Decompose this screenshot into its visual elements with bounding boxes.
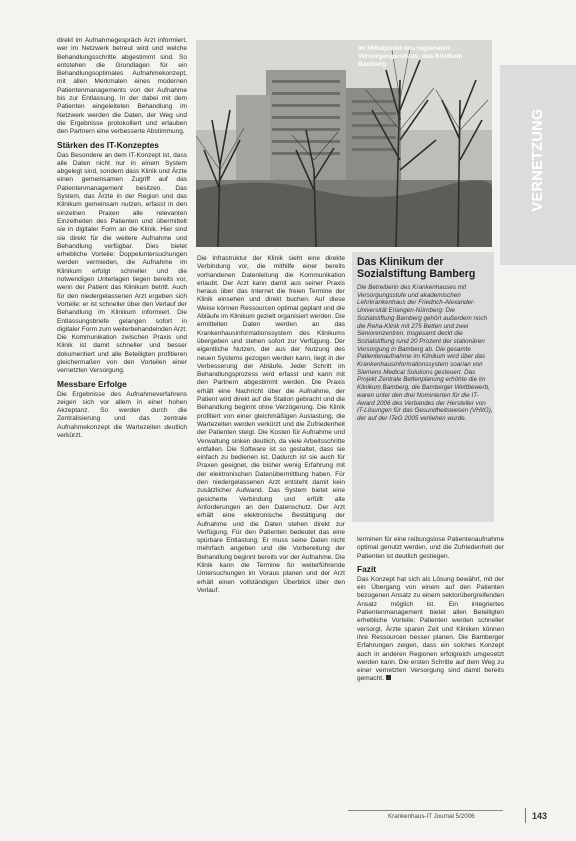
end-mark-icon — [386, 675, 391, 680]
paragraph: direkt im Aufnahmegespräch Arzt informiert, wer im Netzwerk betreut wird und welche Behandlungsschritte abgestimmt sind. So entstehen die Grundlagen für ein Behandlungsoptimales Aufnahmekonzept, mit allen Merkmalen eines modernen Patientenmanagements von der Aufnahme bis zur Entlassung. In der dabei mit dem Patienten eingeleiteten Behandlung im Netzwerk werden die Daten, der Weg und die Ergebnisse protokolliert und erlauben den Partnern eine verbesserte Abstimmung. — [57, 37, 187, 136]
section-heading: Messbare Erfolge — [57, 378, 127, 389]
paragraph: terminen für eine reibungslose Patientenaufnahme optimal genutzt werden, und die Zufriedenheit der Patienten ist deutlich gestiegen. — [357, 536, 504, 560]
paragraph: Die Infrastruktur der Klinik sieht eine direkte Verbindung vor, die mithilfe einer bereits vorhandenen Datenleitung die Kommunikation erlaubt. Der Arzt kann damit aus seiner Praxis heraus über das Internet die freien Termine der Klinik einsehen und direkt buchen. Auf diese Weise können Ressourcen optimal geplant und die Abläufe im Klinikum gezielt organisiert werden. Die ermittelten Daten werden an das Krankenhausinformationssystem des Klinikums übergeben und stehen sofort zur Verfügung. Der eigentliche Nutzen, der aus der Nutzung des neuen Systems gezogen werden kann, liegt in der Verbesserung der Abläufe. Jeder Schritt im Behandlungsprozess wird erfasst und kann mit den Partnern abgestimmt werden. Die Praxis erhält eine Nachricht über die Aufnahme, der Patient wird direkt auf die Station gebracht und die Behandlung beginnt ohne Verzögerung. Die Klinik profitiert von einer gleichmäßigen Auslastung, die Wartezeiten werden verkürzt und die Zufriedenheit der Patienten steigt. Die Kosten für Aufnahme und Verwaltung sinken deutlich, da viele Arbeitsschritte entfallen. Die Software ist so gestaltet, dass sie einfach zu bedienen ist. Dadurch ist sie auch für Praxen geeignet, die bisher wenig Erfahrung mit der elektronischen Datenübermittlung haben. Für den niedergelassenen Arzt entsteht damit kein zusätzlicher Aufwand. Das System bietet eine gesicherte Verbindung und erfüllt alle Anforderungen an den Datenschutz. Der Arzt erhält eine elektronische Bestätigung der Aufnahme und die Daten stehen direkt zur Verfügung. Für den Patienten bedeutet das eine spürbare Entlastung: Er muss seine Daten nicht mehrfach angeben und die Vorbereitung der Behandlung beginnt bereits vor der Aufnahme. Die Klinik kann die Termine für weiterführende Untersuchungen im Voraus planen und der Arzt erhält einen vollständigen Überblick über den Verlauf. — [197, 255, 345, 594]
section-heading: Fazit — [357, 563, 377, 574]
section-heading: Stärken des IT-Konzeptes — [57, 139, 159, 150]
footer-separator — [525, 808, 526, 823]
paragraph: Das Besondere an dem IT-Konzept ist, dass alle Daten nicht nur in einem System abgelegt sind, sondern dass Klinik und Ärzte einen gemeinsamen Zugriff auf das Patientenmanagement besitzen. Das System, das Ärzte in der Region und das Klinikum gemeinsam nutzen, erfasst in den einzelnen Praxen alle relevanten Einzelheiten des Patienten und übermittelt sie in digitaler Form an die Klinik. Hier sind sie direkt für die weitere Aufnahme und Behandlung verfügbar. Dies bietet erhebliche Vorteile: Doppeluntersuchungen werden vermieden, die Aufnahme im Klinikum erfolgt schneller und die notwendigen Unterlagen liegen bereits vor, wenn der Patient das Klinikum betritt. Auch für den niedergelassenen Arzt ergeben sich Vorteile: er ist schneller über den Verlauf der Behandlung im Klinikum informiert. Die Entlassungsbriefe gelangen sofort in digitaler Form zum weiterbehandelnden Arzt. Die Kommunikation zwischen Praxis und Klinik ist damit schneller und besser dokumentiert und alle Beteiligten profitieren gleichermaßen von den Vorteilen einer vernetzten Versorgung. — [57, 151, 187, 375]
photo-caption: Im Mittelpunkt des regionalen Versorgungsnetzes: das Klinikum Bamberg — [358, 45, 463, 68]
section-label: VERNETZUNG — [530, 108, 546, 212]
text-column-2 — [197, 255, 345, 595]
paragraph: Die Ergebnisse des Aufnahmeverfahrens zeigen sich vor allem in einer hohen Akzeptanz. So werden durch die Zentralisierung und das zentrale Aufnahmekonzept die Wartezeiten deutlich verkürzt. — [57, 390, 187, 440]
fazit-text: Das Konzept hat sich als Lösung bewährt, mit der ein Übergang von einem auf den Patienten bezogenen Ansatz zu einem sektorübergreifenden Ansatz möglich ist. Ein integriertes Patientenmanagement bietet allen Beteiligten erhebliche Vorteile: Patienten werden schneller versorgt, Ärzte sparen Zeit und Kliniken können ihre Ressourcen besser planen. Die Bamberger Erfahrungen zeigen, dass ein solches Konzept auch in anderen Regionen erfolgreich umgesetzt werden kann. Die ersten Schritte auf dem Weg zu einer vernetzten Versorgung sind damit bereits gemacht. — [357, 575, 504, 683]
text-column-1 — [57, 37, 187, 440]
page-number: 143 — [532, 811, 548, 821]
text-column-3 — [357, 536, 504, 684]
footer-publication: Krankenhaus-IT Journal 5/2006 — [388, 813, 475, 820]
info-box-title: Das Klinikum der Sozialstiftung Bamberg — [357, 256, 476, 280]
hospital-photo-illustration — [196, 40, 492, 247]
info-box-text: Die Betreiberin des Krankenhauses mit Versorgungsstufe und akademischen Lehrkrankenhaus der Friedrich-Alexander-Universität Erlangen-Nürnberg: Die Sozialstiftung Bamberg gehört außerdem noch die Reha-Klinik mit 275 Betten und zwei Seniorenzentren. Insgesamt deckt die Sozialstiftung rund 20 Prozent der stationären Versorgung in Bamberg ab. Die gesamte Patientenaufnahme im Klinikum wird über das Krankenhausinformationssystem soarian von Siemens Medical Solutions gesteuert. Das Projekt Zentrale Bettenplanung erhöhte die im Klinikum Bamberg, die Bamberger Wettbewerb, waren unter den drei Nominierten für die IT-Award 2006 des Verbandes der Hersteller von IT-Lösungen für das Gesundheitswesen (VHitG), der auf der ITeG 2005 verliehen wurde. — [357, 284, 493, 422]
hospital-photo — [196, 40, 492, 247]
paragraph — [357, 576, 504, 684]
